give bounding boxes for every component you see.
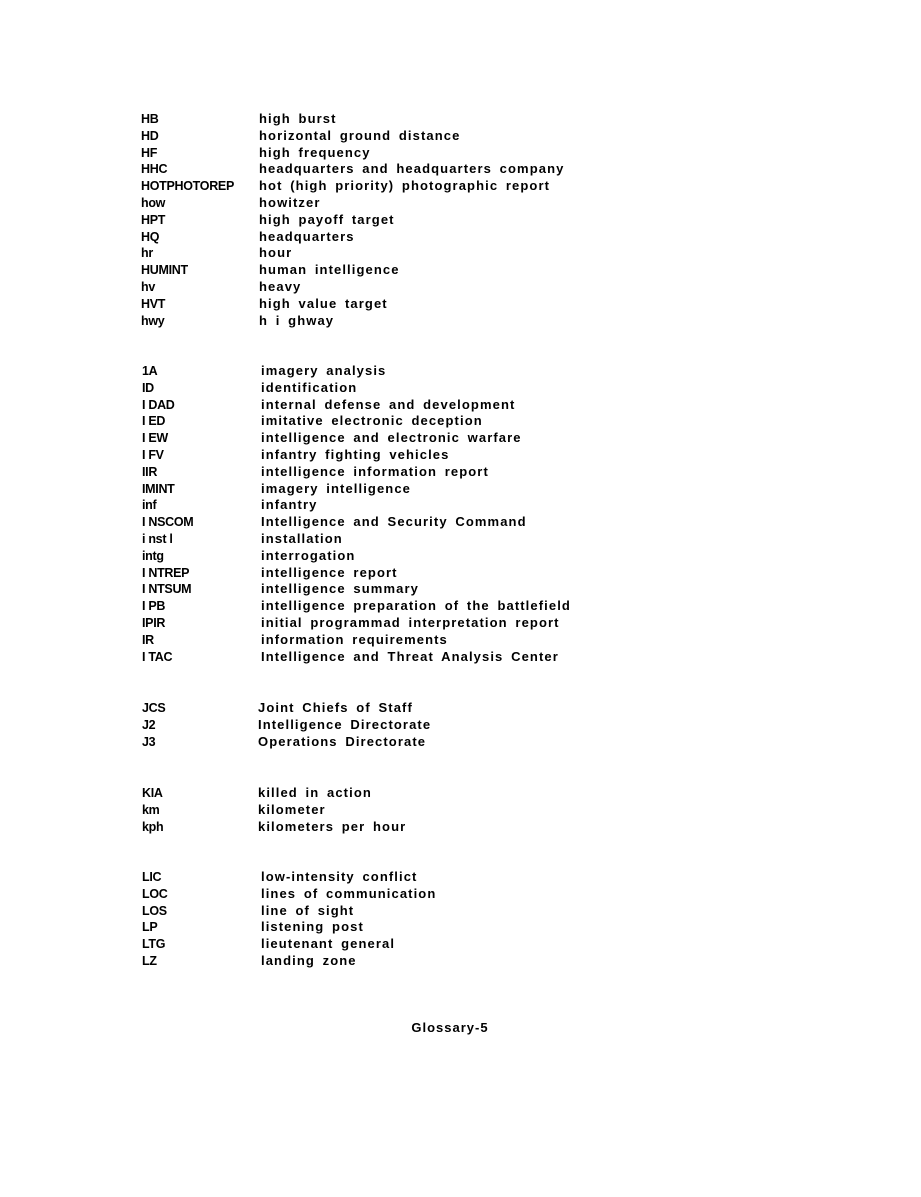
glossary-abbreviation: IIR (142, 464, 158, 479)
glossary-abbreviation: I NSCOM (142, 515, 194, 530)
glossary-definition: lieutenant general (261, 936, 396, 952)
glossary-entry (0, 598, 921, 615)
glossary-abbreviation: I FV (142, 447, 164, 462)
glossary-definition: Operations Directorate (258, 733, 427, 749)
glossary-abbreviation: HVT (141, 296, 166, 311)
glossary-entry (0, 548, 921, 565)
glossary-definition: headquarters (259, 228, 355, 244)
glossary-entry (0, 481, 921, 498)
glossary-entry (0, 413, 921, 430)
glossary-definition: information requirements (261, 631, 448, 647)
glossary-abbreviation: IPIR (142, 615, 166, 630)
glossary-entry (0, 700, 921, 717)
glossary-entry (0, 802, 921, 819)
glossary-entry (0, 919, 921, 936)
glossary-entry (0, 145, 921, 162)
glossary-definition: intelligence summary (261, 581, 419, 597)
glossary-abbreviation: how (141, 195, 166, 210)
glossary-entry (0, 581, 921, 598)
glossary-section-l (0, 869, 921, 970)
glossary-definition: interrogation (261, 547, 356, 563)
glossary-abbreviation: LZ (142, 953, 157, 968)
glossary-abbreviation: JCS (142, 701, 166, 715)
glossary-definition: Joint Chiefs of Staff (258, 700, 413, 715)
glossary-entry (0, 953, 921, 970)
glossary-definition: hot (high priority) photographic report (259, 178, 551, 194)
glossary-entry (0, 363, 921, 380)
glossary-definition: internal defense and development (261, 396, 516, 412)
glossary-entry (0, 279, 921, 296)
glossary-definition: Intelligence and Threat Analysis Center (261, 648, 559, 664)
glossary-abbreviation: LIC (142, 870, 162, 884)
glossary-abbreviation: hv (141, 279, 155, 294)
glossary-definition: kilometers per hour (258, 818, 407, 834)
glossary-entry (0, 869, 921, 886)
glossary-entry (0, 397, 921, 414)
glossary-definition: hour (259, 245, 293, 261)
glossary-definition: high payoff target (259, 211, 395, 227)
glossary-definition: intelligence report (261, 564, 398, 580)
glossary-abbreviation: HHC (141, 162, 168, 177)
glossary-abbreviation: J3 (142, 734, 156, 749)
glossary-abbreviation: HUMINT (141, 263, 188, 278)
glossary-abbreviation: HB (141, 112, 159, 126)
glossary-entry (0, 128, 921, 145)
glossary-abbreviation: 1A (142, 364, 158, 378)
glossary-abbreviation: I PB (142, 599, 166, 614)
glossary-abbreviation: LOS (142, 903, 167, 918)
glossary-section-h (0, 111, 921, 329)
glossary-entry (0, 514, 921, 531)
glossary-entry (0, 615, 921, 632)
glossary-entry (0, 111, 921, 128)
glossary-entry (0, 212, 921, 229)
glossary-definition: Intelligence Directorate (258, 716, 432, 732)
glossary-abbreviation: hr (141, 246, 153, 261)
glossary-definition: kilometer (258, 801, 326, 817)
glossary-definition: heavy (259, 278, 302, 294)
glossary-abbreviation: KIA (142, 786, 163, 800)
page-footer: Glossary-5 (411, 1020, 489, 1035)
glossary-abbreviation: HOTPHOTOREP (141, 179, 235, 194)
glossary-entry (0, 430, 921, 447)
glossary-entry (0, 245, 921, 262)
glossary-abbreviation: HPT (141, 212, 166, 227)
glossary-definition: howitzer (259, 194, 321, 210)
glossary-definition: infantry (261, 497, 318, 513)
glossary-entry (0, 195, 921, 212)
glossary-abbreviation: HD (141, 128, 159, 143)
glossary-abbreviation: hwy (141, 313, 165, 328)
glossary-abbreviation: I ED (142, 414, 166, 429)
glossary-entry (0, 447, 921, 464)
glossary-section-k (0, 785, 921, 835)
glossary-entry (0, 565, 921, 582)
glossary-definition: landing zone (261, 952, 357, 968)
glossary-definition: intelligence preparation of the battlefield (261, 598, 571, 614)
glossary-definition: intelligence information report (261, 463, 489, 479)
glossary-abbreviation: km (142, 802, 160, 817)
glossary-definition: killed in action (258, 785, 372, 800)
glossary-abbreviation: IR (142, 632, 154, 647)
glossary-entry (0, 262, 921, 279)
glossary-entry (0, 497, 921, 514)
glossary-definition: headquarters and headquarters company (259, 161, 565, 177)
glossary-abbreviation: kph (142, 819, 164, 834)
glossary-entry (0, 313, 921, 330)
glossary-entry (0, 296, 921, 313)
glossary-abbreviation: I NTSUM (142, 582, 192, 597)
glossary-entry (0, 785, 921, 802)
glossary-definition: horizontal ground distance (259, 127, 461, 143)
glossary-entry (0, 819, 921, 836)
glossary-entry (0, 936, 921, 953)
glossary-entry (0, 178, 921, 195)
glossary-definition: human intelligence (259, 262, 400, 278)
glossary-section-i (0, 363, 921, 665)
glossary-abbreviation: HF (141, 145, 158, 160)
glossary-entry (0, 464, 921, 481)
glossary-definition: low-intensity conflict (261, 869, 418, 884)
glossary-definition: high burst (259, 111, 337, 126)
glossary-abbreviation: LTG (142, 937, 166, 952)
glossary-entry (0, 734, 921, 751)
glossary-entry (0, 717, 921, 734)
glossary-definition: high value target (259, 295, 388, 311)
glossary-definition: imagery intelligence (261, 480, 411, 496)
glossary-definition: line of sight (261, 902, 355, 918)
glossary-abbreviation: LP (142, 920, 158, 935)
glossary-definition: installation (261, 530, 343, 546)
glossary-abbreviation: HQ (141, 229, 160, 244)
glossary-entry (0, 886, 921, 903)
glossary-abbreviation: LOC (142, 886, 168, 901)
glossary-definition: Intelligence and Security Command (261, 514, 527, 530)
glossary-definition: initial programmad interpretation report (261, 614, 560, 630)
glossary-abbreviation: intg (142, 548, 164, 563)
glossary-entry (0, 649, 921, 666)
glossary-definition: high frequency (259, 144, 371, 160)
glossary-abbreviation: i nst l (142, 531, 173, 546)
glossary-entry (0, 632, 921, 649)
glossary-abbreviation: I TAC (142, 649, 173, 664)
glossary-definition: listening post (261, 919, 364, 935)
glossary-abbreviation: ID (142, 380, 154, 395)
glossary-entry (0, 229, 921, 246)
glossary-definition: intelligence and electronic warfare (261, 430, 522, 446)
glossary-abbreviation: I DAD (142, 397, 175, 412)
glossary-abbreviation: J2 (142, 717, 156, 732)
glossary-abbreviation: I EW (142, 431, 168, 446)
glossary-definition: h i ghway (259, 312, 335, 328)
glossary-abbreviation: inf (142, 498, 157, 513)
glossary-entry (0, 161, 921, 178)
glossary-definition: infantry fighting vehicles (261, 446, 450, 462)
glossary-section-j (0, 700, 921, 750)
glossary-definition: imitative electronic deception (261, 413, 483, 429)
glossary-abbreviation: I NTREP (142, 565, 190, 580)
glossary-definition: identification (261, 379, 358, 395)
glossary-definition: imagery analysis (261, 363, 387, 378)
glossary-abbreviation: IMINT (142, 481, 175, 496)
glossary-entry (0, 531, 921, 548)
glossary-entry (0, 903, 921, 920)
glossary-definition: lines of communication (261, 885, 437, 901)
glossary-entry (0, 380, 921, 397)
